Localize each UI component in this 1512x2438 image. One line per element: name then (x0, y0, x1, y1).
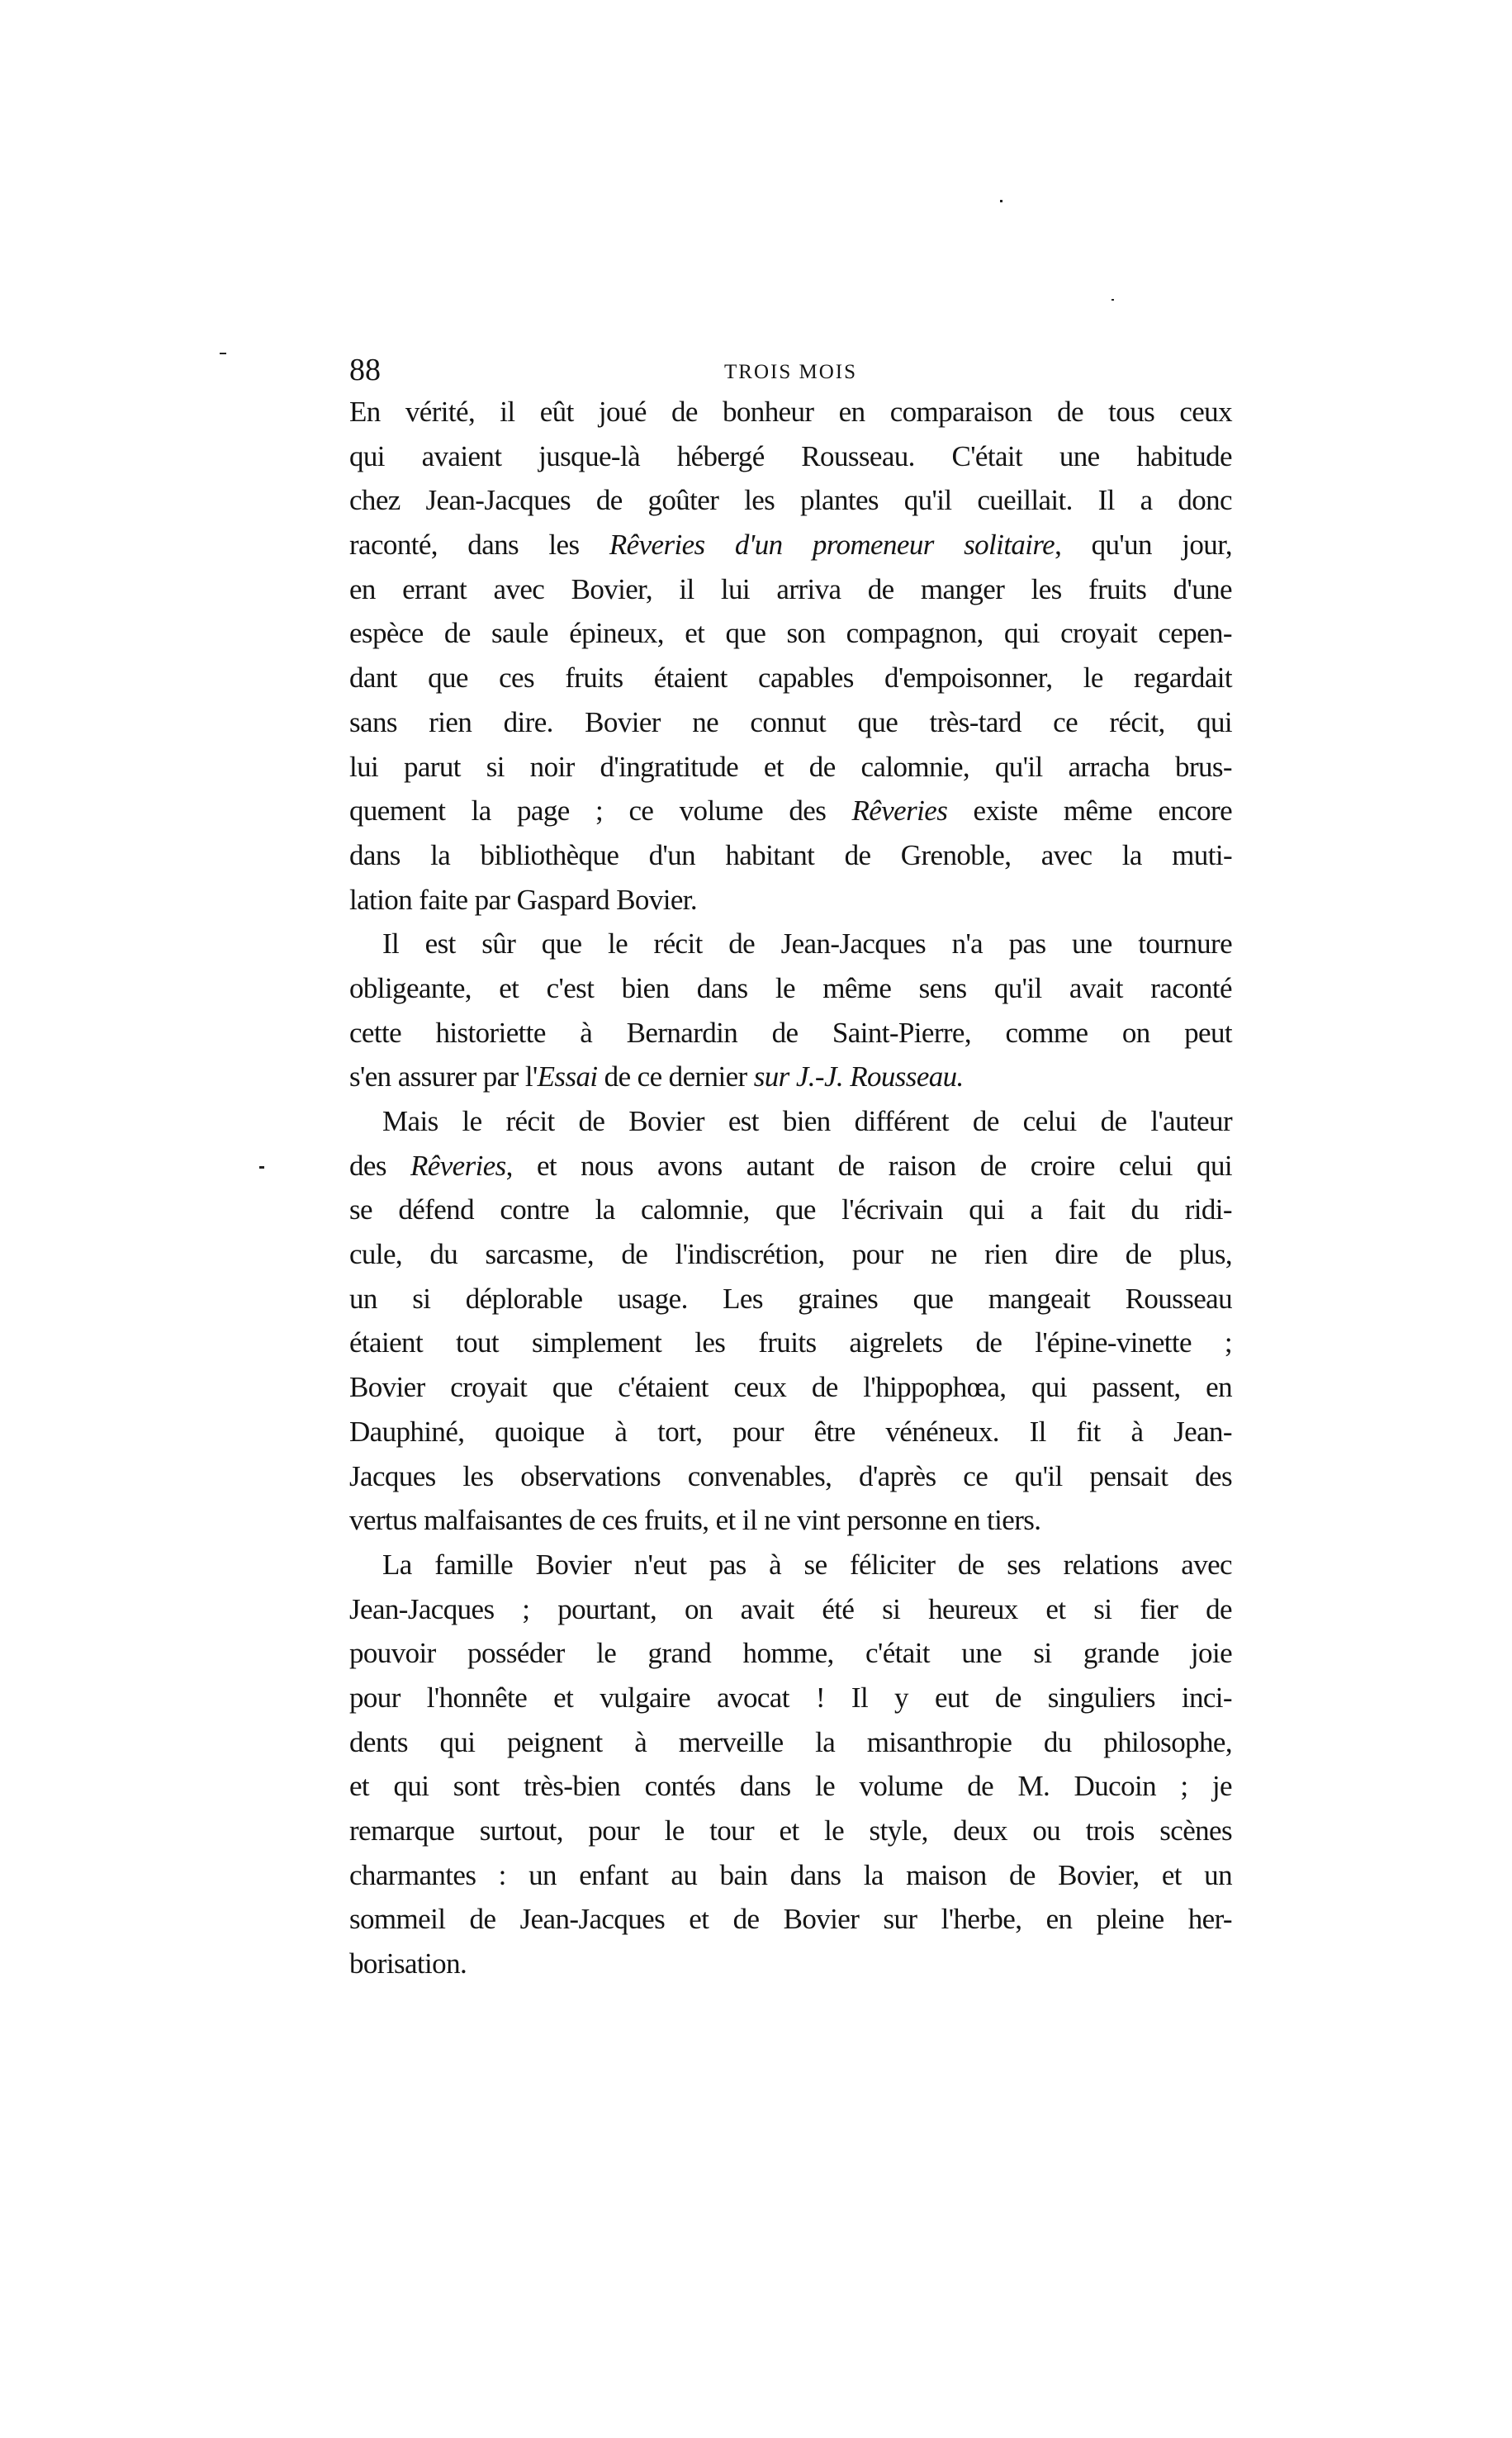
body-text (349, 390, 1232, 1986)
text-line (349, 700, 1232, 745)
text-run: quement la page ; ce volume des (349, 794, 852, 828)
text-run: raconté, dans les (349, 529, 609, 562)
text-run: Jean-Jacques ; pourtant, on avait été si heureux et si fier de (349, 1592, 1232, 1625)
paragraph (349, 390, 1232, 922)
text-line (349, 1498, 1232, 1543)
text-run: La famille Bovier n'eut pas à se féliciter de ses relations avec (382, 1548, 1232, 1581)
text-run: pouvoir posséder le grand homme, c'était une si grande joie (349, 1637, 1232, 1670)
text-line (349, 523, 1232, 567)
text-run: dents qui peignent à merveille la misanthropie du philosophe, (349, 1725, 1232, 1758)
italic-title: Essai (537, 1060, 598, 1093)
text-run: Dauphiné, quoique à tort, pour être vénéneux. Il fit à Jean- (349, 1415, 1232, 1448)
text-line (349, 1099, 1232, 1144)
text-run: En vérité, il eût joué de bonheur en comparaison de tous ceux (349, 396, 1232, 428)
text-run: lation faite par Gaspard Bovier. (349, 883, 698, 916)
text-run: chez Jean-Jacques de goûter les plantes qu'il cueillait. Il a donc (349, 484, 1232, 517)
text-run: un si déplorable usage. Les graines que mangeait Rousseau (349, 1282, 1232, 1315)
text-run: obligeante, et c'est bien dans le même sens qu'il avait raconté (349, 971, 1232, 1004)
text-run: Mais le récit de Bovier est bien différent de celui de l'auteur (382, 1105, 1232, 1137)
text-line (349, 1853, 1232, 1898)
text-line (349, 1543, 1232, 1587)
text-run: se défend contre la calomnie, que l'écrivain qui a fait du ridi- (349, 1193, 1232, 1226)
text-run: de ce dernier (597, 1060, 754, 1093)
running-title: TROIS MOIS (724, 361, 857, 383)
text-line (349, 833, 1232, 878)
paragraph (349, 922, 1232, 1099)
text-run: qui avaient jusque-là hébergé Rousseau. C'était une habitude (349, 439, 1232, 472)
text-line (349, 1365, 1232, 1410)
text-line (349, 390, 1232, 434)
scan-speck (1000, 200, 1002, 202)
text-run: des (349, 1149, 410, 1182)
text-run: étaient tout simplement les fruits aigrelets de l'épine-vinette ; (349, 1326, 1232, 1359)
text-line (349, 1055, 1232, 1099)
text-run: Il est sûr que le récit de Jean-Jacques n'a pas une tournure (382, 927, 1232, 960)
text-run: cette historiette à Bernardin de Saint-Pierre, comme on peut (349, 1016, 1232, 1049)
text-line (349, 1454, 1232, 1499)
text-line (349, 1587, 1232, 1632)
text-run: borisation. (349, 1947, 467, 1980)
page-number: 88 (349, 353, 381, 387)
text-line (349, 1277, 1232, 1321)
italic-title: Rêveries (410, 1149, 506, 1182)
text-run: sans rien dire. Bovier ne connut que très-tard ce récit, qui (349, 705, 1232, 738)
text-run: pour l'honnête et vulgaire avocat ! Il y eut de singuliers inci- (349, 1681, 1232, 1714)
text-run: existe même encore (947, 794, 1232, 828)
text-line (349, 1897, 1232, 1942)
text-line (349, 1321, 1232, 1365)
text-run: espèce de saule épineux, et que son compagnon, qui croyait cepen- (349, 617, 1232, 650)
text-line (349, 1809, 1232, 1853)
text-line (349, 1631, 1232, 1676)
text-line (349, 611, 1232, 656)
text-run: , et nous avons autant de raison de croire celui qui (505, 1149, 1232, 1182)
text-line (349, 1676, 1232, 1720)
text-run: charmantes : un enfant au bain dans la maison de Bovier, et un (349, 1858, 1232, 1891)
text-line (349, 1144, 1232, 1188)
scan-speck (259, 1166, 264, 1169)
text-line (349, 922, 1232, 966)
italic-title: Rêveries (851, 794, 948, 828)
text-run: remarque surtout, pour le tour et le style, deux ou trois scènes (349, 1814, 1232, 1847)
text-line (349, 1011, 1232, 1055)
text-run: sommeil de Jean-Jacques et de Bovier sur l'herbe, en pleine her- (349, 1903, 1232, 1936)
scan-speck (220, 353, 226, 354)
italic-title: sur J.-J. Rousseau. (753, 1060, 964, 1093)
text-run: en errant avec Bovier, il lui arriva de manger les fruits d'une (349, 572, 1232, 605)
text-run: vertus malfaisantes de ces fruits, et il ne vint personne en tiers. (349, 1504, 1041, 1537)
text-run: , qu'un jour, (1055, 529, 1233, 562)
text-line (349, 966, 1232, 1011)
text-run: dant que ces fruits étaient capables d'empoisonner, le regardait (349, 662, 1232, 695)
text-line (349, 878, 1232, 923)
text-line (349, 745, 1232, 790)
text-line (349, 656, 1232, 700)
text-run: dans la bibliothèque d'un habitant de Grenoble, avec la muti- (349, 838, 1232, 871)
text-line (349, 1942, 1232, 1986)
text-line (349, 1764, 1232, 1809)
text-line (349, 1410, 1232, 1454)
running-head (349, 353, 1232, 387)
text-run: s'en assurer par l' (349, 1060, 538, 1093)
text-line (349, 1188, 1232, 1232)
paragraph (349, 1099, 1232, 1543)
text-line (349, 478, 1232, 523)
scan-speck (1111, 299, 1114, 301)
text-run: cule, du sarcasme, de l'indiscrétion, pour ne rien dire de plus, (349, 1238, 1232, 1271)
italic-title: Rêveries d'un promeneur solitaire (609, 529, 1055, 562)
text-line (349, 434, 1232, 479)
text-line (349, 1720, 1232, 1765)
text-run: et qui sont très-bien contés dans le volume de M. Ducoin ; je (349, 1770, 1232, 1803)
text-line (349, 1232, 1232, 1277)
text-line (349, 789, 1232, 833)
text-line (349, 567, 1232, 612)
paragraph (349, 1543, 1232, 1986)
text-run: Jacques les observations convenables, d'après ce qu'il pensait des (349, 1459, 1232, 1492)
text-run: Bovier croyait que c'étaient ceux de l'hippophœa, qui passent, en (349, 1371, 1232, 1404)
text-run: lui parut si noir d'ingratitude et de calomnie, qu'il arracha brus- (349, 750, 1232, 783)
